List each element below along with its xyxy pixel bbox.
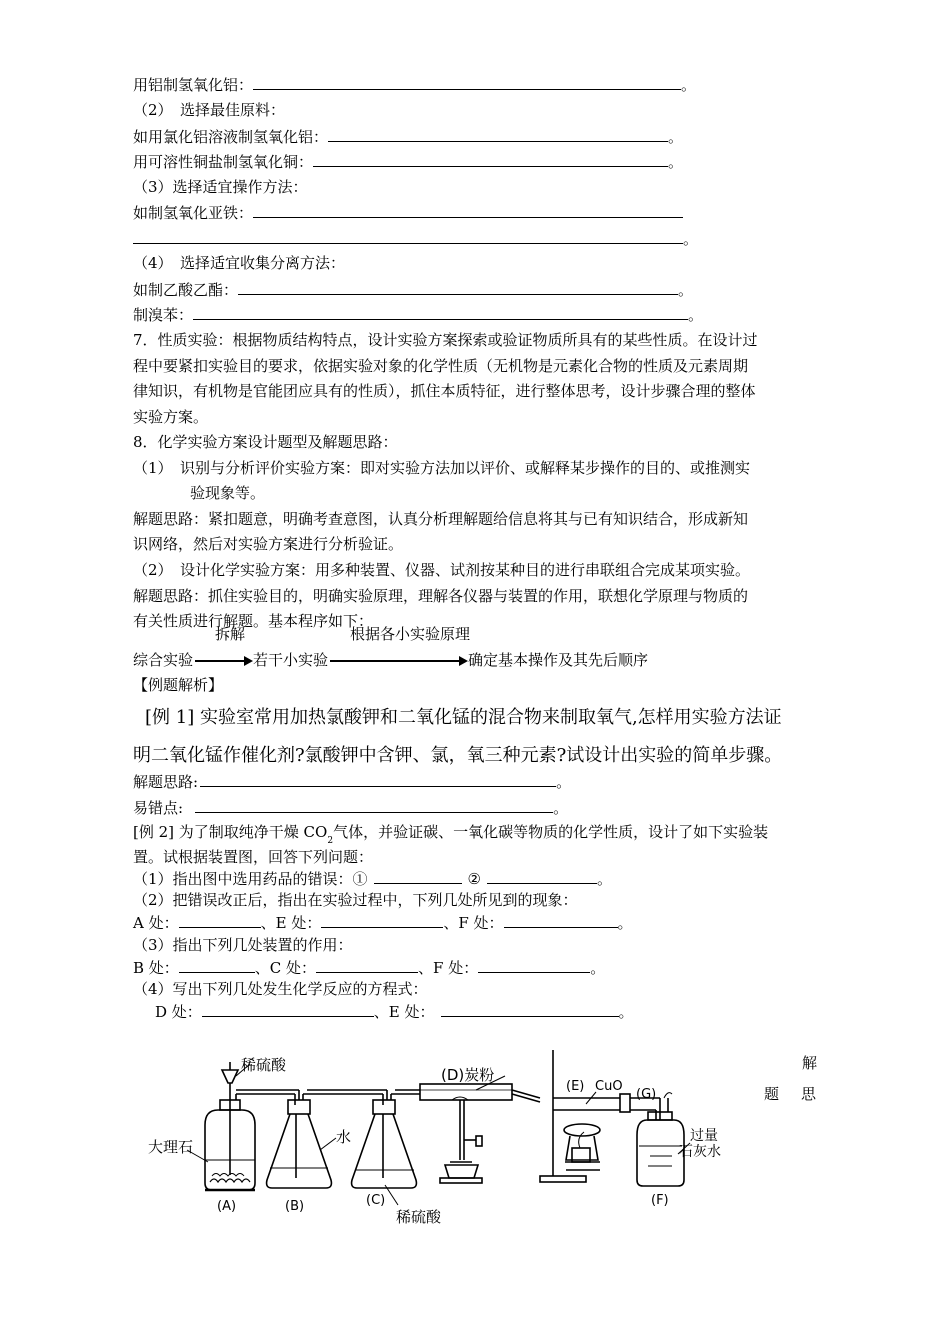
label-b: (B) (285, 1199, 305, 1214)
text-line: （4） 选择适宜收集分离方法： (133, 254, 346, 272)
tube-e (540, 1050, 630, 1182)
paragraph-line: 实验方案。 (133, 408, 209, 426)
example-1-line: 明二氧化锰作催化剂?氯酸钾中含钾、氯，氧三种元素?试设计出实验的简单步骤。 (133, 745, 783, 766)
text-line: 如用氯化铝溶液制氢氧化铝： 。 (133, 128, 684, 146)
paragraph-line: 8．化学实验方案设计题型及解题思路： (133, 433, 398, 451)
side-text: 题 思 (764, 1085, 817, 1103)
label-excess: 过量 (690, 1128, 718, 1144)
question-line: （3）指出下列几处装置的作用： (133, 936, 353, 954)
paragraph-line: 解题思路：紧扣题意，明确考查意图，认真分析理解题给信息将其与已有知识结合，形成新知 (133, 510, 749, 528)
text-line: 如制氢氧化亚铁： (133, 202, 683, 223)
label-water: 水 (336, 1128, 352, 1146)
question-line: B 处： 、C 处： 、F 处： 。 (133, 959, 606, 977)
section-heading: 【例题解析】 (133, 676, 224, 694)
label-a: (A) (217, 1199, 237, 1214)
label-e: (E) (566, 1079, 585, 1094)
text-line: （3）选择适宜操作方法： (133, 178, 308, 196)
question-line: A 处： 、E 处： 、F 处： 。 (133, 914, 633, 932)
flow-label-principle: 根据各小实验原理 (350, 625, 471, 643)
question-line: （4）写出下列几处发生化学反应的方程式： (133, 980, 428, 998)
example-1-line: [例 1] 实验室常用加热氯酸钾和二氧化锰的混合物来制取氧气,怎样用实验方法证 (145, 707, 782, 728)
text-line: 易错点: 。 (133, 799, 569, 817)
label-marble: 大理石 (148, 1138, 194, 1156)
label-carbon-powder: (D)炭粉 (441, 1066, 495, 1084)
paragraph-line: （2） 设计化学实验方案：用多种装置、仪器、试剂按某种目的进行串联组合完成某项实验。 (133, 561, 751, 579)
question-line: （2）把错误改正后，指出在实验过程中，下列几处所见到的现象： (133, 891, 578, 909)
tube-d (420, 1084, 512, 1183)
label-dilute-sulfuric-acid-c: 稀硫酸 (396, 1208, 442, 1226)
text-line: （2） 选择最佳原料： (133, 101, 286, 119)
label-limewater: 石灰水 (679, 1144, 721, 1160)
text-line: 用可溶性铜盐制氢氧化铜： 。 (133, 153, 684, 171)
text-line: 。 (133, 228, 698, 249)
paragraph-line: 程中要紧扣实验目的要求，依据实验对象的化学性质（无机物是元素化合物的性质及元素周期 (133, 357, 749, 375)
paragraph-line: 7．性质实验：根据物质结构特点，设计实验方案探索或验证物质所具有的某些性质。在设计过 (133, 331, 758, 349)
question-line: （1）指出图中选用药品的错误：① ② 。 (133, 870, 613, 888)
flow-step-comprehensive: 综合实验 (133, 651, 194, 669)
side-text: 解 (802, 1054, 818, 1072)
flow-label-split: 拆解 (215, 625, 246, 643)
flask-b (267, 1094, 332, 1188)
paragraph-line: 解题思路：抓住实验目的，明确实验原理，理解各仪器与装置的作用，联想化学原理与物质的 (133, 587, 749, 605)
flow-step-final: 确定基本操作及其先后顺序 (468, 651, 649, 669)
example-2-line: 置。试根据装置图，回答下列问题： (133, 848, 374, 866)
paragraph-line: （1） 识别与分析评价实验方案：即对实验方法加以评价、或解释某步操作的目的、或推测实 (133, 459, 751, 477)
bottle-a (205, 1062, 295, 1190)
text-line: 如制乙酸乙酯： 。 (133, 281, 694, 299)
label-cuo: CuO (595, 1079, 623, 1094)
text-line: 用铝制氢氧化铝： 。 (133, 76, 697, 94)
example-2-line: [例 2] 为了制取纯净干燥 $CO_2$气体，并验证碳、一氧化碳等物质的化学性质，设计了如下实验装 (133, 823, 769, 846)
flask-c (352, 1094, 417, 1188)
text-line: 制溴苯： 。 (133, 306, 704, 324)
paragraph-line: 识网络，然后对实验方案进行分析验证。 (133, 535, 404, 553)
label-c: (C) (366, 1193, 386, 1208)
flow-step-small: 若干小实验 (253, 651, 329, 669)
label-dilute-sulfuric-acid: 稀硫酸 (241, 1056, 287, 1074)
paragraph-line: 验现象等。 (190, 484, 266, 502)
paragraph-line: 有关性质进行解题。基本程序如下： (133, 612, 374, 630)
question-line: D 处： 、E 处： 。 (155, 1003, 634, 1021)
label-f: (F) (651, 1193, 669, 1208)
paragraph-line: 律知识，有机物是官能团应具有的性质），抓住本质特征，进行整体思考，设计步骤合理的整体 (133, 382, 756, 400)
text-line: 解题思路: 。 (133, 773, 572, 791)
label-g: (G) (636, 1087, 657, 1102)
